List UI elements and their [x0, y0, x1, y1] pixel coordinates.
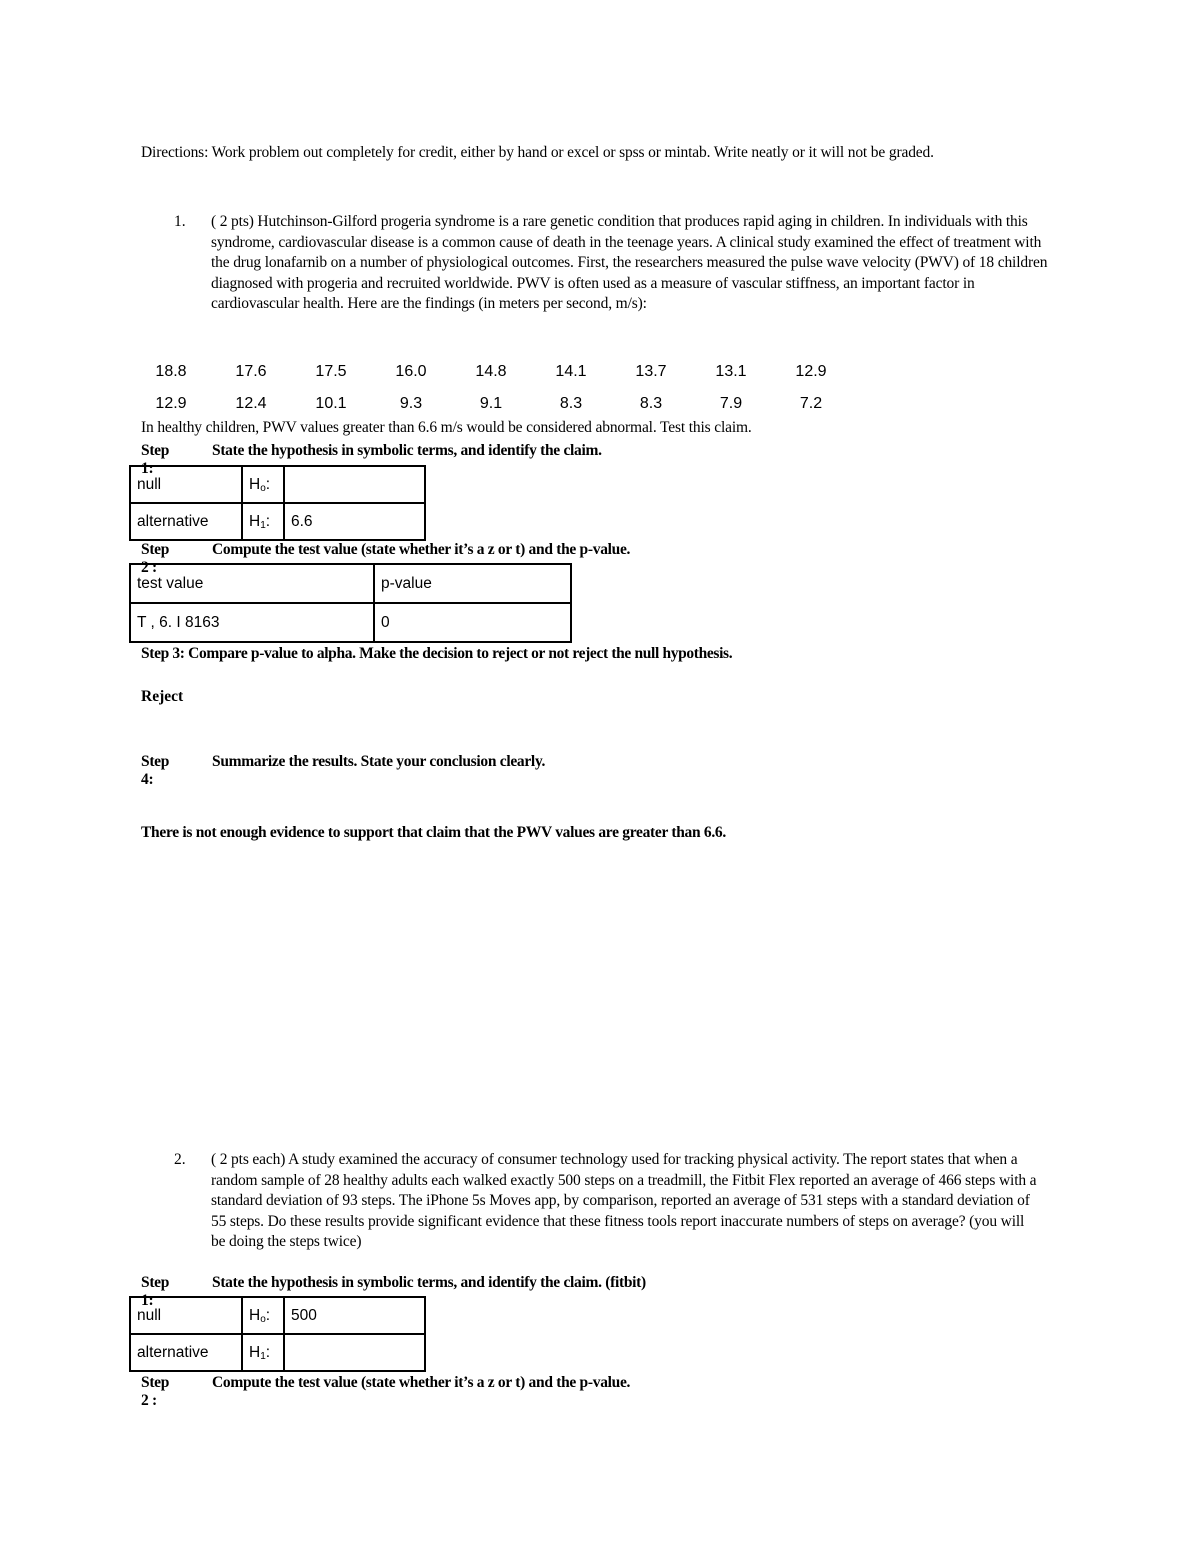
test-value-header: test value [130, 564, 374, 603]
step-instruction: Summarize the results. State your conclusion clearly. [212, 753, 546, 770]
step-instruction: State the hypothesis in symbolic terms, and identify the claim. (fitbit) [212, 1274, 646, 1291]
alternative-symbol: $H_1$: [242, 1334, 284, 1371]
null-symbol: $H_o$: [242, 1297, 284, 1334]
pwv-value: 7.2 [799, 395, 823, 412]
test-value-field[interactable]: T , 6. I 8163 [130, 603, 374, 642]
pwv-value: 16.0 [395, 363, 427, 380]
p1-decision: Reject [141, 688, 184, 705]
pwv-value: 8.3 [559, 395, 583, 412]
problem2-number: 2. [174, 1151, 186, 1168]
step-number: Step 4: [141, 753, 170, 788]
null-label: null [130, 466, 242, 503]
null-symbol: $H_o$: [242, 466, 284, 503]
pwv-value: 9.3 [399, 395, 423, 412]
step-number: Step 1: [141, 442, 170, 477]
pwv-value: 14.1 [555, 363, 587, 380]
alternative-label: alternative [130, 503, 242, 540]
claim-text: In healthy children, PWV values greater than 6.6 m/s would be considered abnormal. Test this claim. [141, 419, 752, 436]
step-number: Step 1: [141, 1274, 170, 1309]
step-number: Step 2 : [141, 541, 170, 576]
step-instruction: Compute the test value (state whether it’s a z or t) and the p-value. [212, 1374, 631, 1391]
pwv-value: 12.9 [795, 363, 827, 380]
alternative-symbol: $H_1$: [242, 503, 284, 540]
p-value-header: p-value [374, 564, 571, 603]
p1-conclusion: There is not enough evidence to support that claim that the PWV values are greater than 6.6. [141, 824, 726, 841]
p-value-field[interactable]: 0 [374, 603, 571, 642]
alternative-value-field[interactable]: 6.6 [284, 503, 425, 540]
pwv-value: 13.1 [715, 363, 747, 380]
step-instruction: Compute the test value (state whether it’s a z or t) and the p-value. [212, 541, 631, 558]
pwv-value: 10.1 [315, 395, 347, 412]
step-instruction: State the hypothesis in symbolic terms, and identify the claim. [212, 442, 602, 459]
alternative-value-field[interactable] [284, 1334, 425, 1371]
pwv-value: 17.5 [315, 363, 347, 380]
pwv-value: 8.3 [639, 395, 663, 412]
p2-hypothesis-table [129, 1296, 426, 1372]
pwv-value: 18.8 [155, 363, 187, 380]
p1-hypothesis-table [129, 465, 426, 541]
pwv-value: 12.9 [155, 395, 187, 412]
pwv-value: 14.8 [475, 363, 507, 380]
problem1-text: ( 2 pts) Hutchinson-Gilford progeria syndrome is a rare genetic condition that produces rapid aging in children. In individuals with this syndrome, cardiovascular disease is a common cause of death in the teenage years. A clinical study examined the effect of treatment with the drug lonafarnib on a number of physiological outcomes. First, the researchers measured the pulse wave velocity (PWV) of 18 children diagnosed with progeria and recruited worldwide. PWV is often used as a measure of vascular stiffness, an important factor in cardiovascular health. Here are the findings (in meters per second, m/s): [211, 213, 1048, 312]
p1-step3: Step 3: Compare p-value to alpha. Make the decision to reject or not reject the null hypothesis. [141, 645, 733, 662]
directions-text: Directions: Work problem out completely for credit, either by hand or excel or spss or mintab. Write neatly or it will not be graded. [141, 144, 934, 161]
problem1-number: 1. [174, 213, 186, 230]
pwv-value: 12.4 [235, 395, 267, 412]
pwv-value: 17.6 [235, 363, 267, 380]
problem2-text: ( 2 pts each) A study examined the accuracy of consumer technology used for tracking physical activity. The report states that when a random sample of 28 healthy adults each walked exactly 500 steps on a treadmill, the Fitbit Flex reported an average of 466 steps with a standard deviation of 93 steps. The iPhone 5s Moves app, by comparison, reported an average of 531 steps with a standard deviation of 55 steps. Do these results provide significant evidence that these fitness tools report inaccurate numbers of steps on average? (you will be doing the steps twice) [211, 1151, 1037, 1250]
pwv-value: 7.9 [719, 395, 743, 412]
pwv-value: 13.7 [635, 363, 667, 380]
null-value-field[interactable] [284, 466, 425, 503]
null-label: null [130, 1297, 242, 1334]
step-number: Step 2 : [141, 1374, 170, 1409]
pwv-value: 9.1 [479, 395, 503, 412]
alternative-label: alternative [130, 1334, 242, 1371]
null-value-field[interactable]: 500 [284, 1297, 425, 1334]
p1-test-table [129, 563, 572, 643]
